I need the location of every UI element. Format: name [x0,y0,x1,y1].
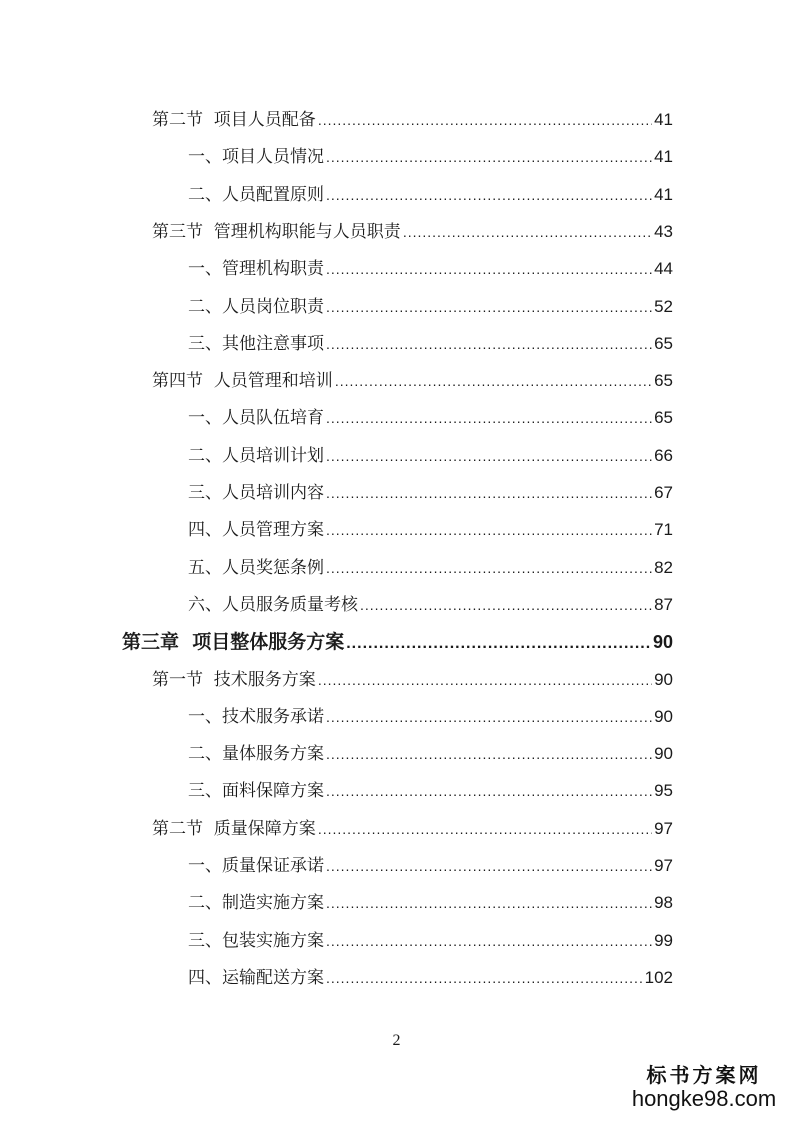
toc-entry-page: 71 [654,520,673,539]
toc-entry-section [152,817,673,841]
toc-leader-dots [318,108,652,132]
toc-entry-item [188,257,673,281]
toc-entry-page: 90 [652,632,673,652]
toc-entry-title: 一、人员队伍培育 [188,408,324,428]
toc-entry-page: 65 [654,371,673,390]
toc-leader-dots [318,817,652,841]
toc-entry-page: 99 [654,931,673,950]
toc-entry-title: 一、管理机构职责 [188,259,324,279]
toc-entry-item [188,593,673,617]
toc-entry-section [152,108,673,132]
toc-leader-dots [326,183,652,207]
toc-entry-title: 五、人员奖惩条例 [188,558,324,578]
toc-leader-dots [326,779,652,803]
toc-entry-item [188,518,673,542]
toc-entry-title: 四、人员管理方案 [188,520,324,540]
toc-entry-title: 一、项目人员情况 [188,147,324,167]
toc-entry-page: 98 [654,893,673,912]
toc-entry-item [188,779,673,803]
toc-entry-item [188,854,673,878]
toc-leader-dots [403,220,652,244]
toc-leader-dots [326,295,652,319]
toc-entry-page: 41 [654,185,673,204]
toc-entry-page: 82 [654,558,673,577]
toc-entry-title: 六、人员服务质量考核 [188,595,358,615]
toc-entry-page: 67 [654,483,673,502]
toc-leader-dots [326,332,652,356]
toc-leader-dots [326,481,652,505]
toc-entry-page: 66 [654,446,673,465]
toc-entry-page: 95 [654,781,673,800]
toc-entry-title: 四、运输配送方案 [188,968,324,988]
toc-leader-dots [326,742,652,766]
toc-entry-chapter [122,630,673,654]
toc-leader-dots [346,632,651,656]
toc-entry-title: 第三节 管理机构职能与人员职责 [152,222,401,242]
toc-entry-item [188,183,673,207]
toc-entry-item [188,929,673,953]
toc-leader-dots [326,145,652,169]
toc-entry-title: 三、面料保障方案 [188,781,324,801]
toc-entry-title: 第三章 项目整体服务方案 [122,631,345,653]
toc-entry-page: 90 [654,670,673,689]
toc-leader-dots [326,444,652,468]
toc-entry-title: 第四节 人员管理和培训 [152,371,333,391]
toc-leader-dots [318,668,652,692]
toc-entry-title: 二、量体服务方案 [188,744,324,764]
toc-entry-page: 87 [654,595,673,614]
toc-entry-title: 第二节 项目人员配备 [152,110,316,130]
toc-entry-title: 二、人员培训计划 [188,446,324,466]
toc-entry-page: 65 [654,408,673,427]
toc-entry-title: 一、技术服务承诺 [188,707,324,727]
toc-entry-title: 二、制造实施方案 [188,893,324,913]
toc-entry-item [188,966,673,990]
toc-leader-dots [360,593,652,617]
toc-entry-item [188,145,673,169]
toc-entry-item [188,556,673,580]
toc-entry-page: 65 [654,334,673,353]
watermark-cn: 标书方案网 [646,1063,762,1087]
toc-entry-item [188,481,673,505]
toc-leader-dots [326,518,652,542]
toc-entry-page: 102 [644,968,673,987]
toc-entry-title: 三、人员培训内容 [188,483,324,503]
toc-entry-item [188,705,673,729]
toc-entry-title: 三、其他注意事项 [188,334,324,354]
toc-entry-section [152,668,673,692]
toc-entry-page: 41 [654,147,673,166]
watermark-logo [629,1059,779,1112]
toc-entry-page: 97 [654,819,673,838]
toc-entry-section [152,369,673,393]
page-number: 2 [392,1032,401,1049]
watermark-en: hongke98.com [631,1086,777,1111]
toc-entry-title: 二、人员配置原则 [188,185,324,205]
toc-entry-page: 90 [654,744,673,763]
toc-entry-title: 第一节 技术服务方案 [152,670,316,690]
toc-entry-page: 52 [654,297,673,316]
toc-leader-dots [326,705,652,729]
toc-entry-page: 41 [654,110,673,129]
toc-entry-page: 97 [654,856,673,875]
toc-leader-dots [326,966,643,990]
toc-entry-page: 43 [654,222,673,241]
toc-entry-item [188,295,673,319]
toc-entry-item [188,742,673,766]
toc-leader-dots [326,891,652,915]
toc-entry-item [188,332,673,356]
toc-entry-title: 三、包装实施方案 [188,931,324,951]
toc-leader-dots [335,369,652,393]
toc-leader-dots [326,406,652,430]
toc-entry-page: 90 [654,707,673,726]
toc-leader-dots [326,854,652,878]
toc-leader-dots [326,929,652,953]
toc-entry-title: 第二节 质量保障方案 [152,819,316,839]
toc-leader-dots [326,257,652,281]
toc-entry-item [188,406,673,430]
toc-entry-item [188,444,673,468]
toc-entry-section [152,220,673,244]
toc-entry-item [188,891,673,915]
toc-entry-title: 二、人员岗位职责 [188,297,324,317]
toc-leader-dots [326,556,652,580]
toc-entry-title: 一、质量保证承诺 [188,856,324,876]
toc-entry-page: 44 [654,259,673,278]
